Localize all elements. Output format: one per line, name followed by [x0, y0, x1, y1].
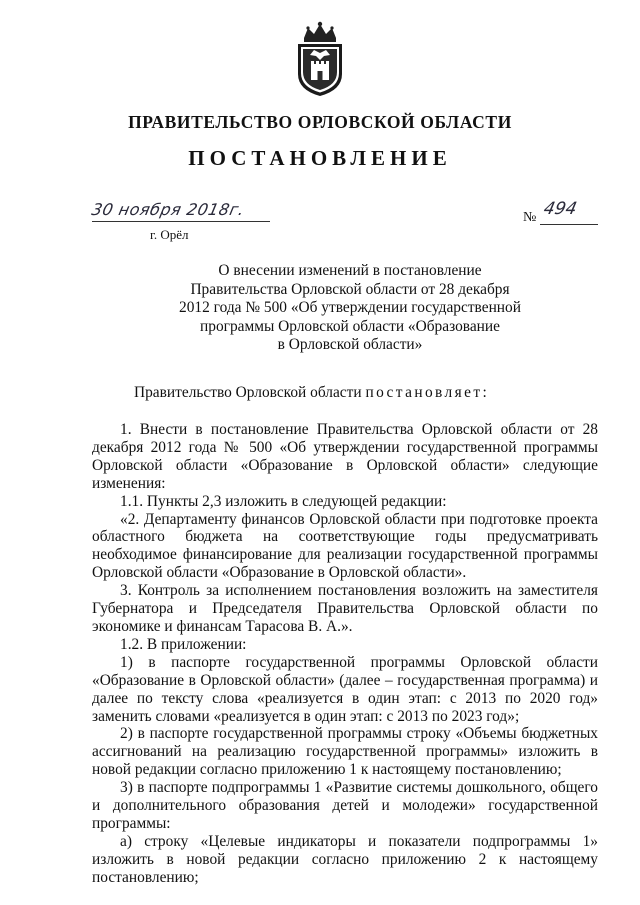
city-label: г. Орёл: [150, 227, 189, 242]
body-paragraph: 3) в паспорте подпрограммы 1 «Развитие системы дошкольного, общего и дополнительного образования детей и молодежи» государственной программы:: [92, 779, 598, 832]
body-paragraph: а) строку «Целевые индикаторы и показатели подпрограммы 1» изложить в новой редакции согласно приложению 2 к настоящему постановлению;: [92, 832, 598, 886]
date-underline: [92, 221, 270, 222]
subject-line: Правительства Орловской области от 28 декабря: [190, 280, 510, 298]
body-paragraph: 1.1. Пункты 2,3 изложить в следующей редакции:: [120, 492, 447, 510]
subject-line: О внесении изменений в постановление: [218, 262, 482, 279]
body-paragraph: 1. Внести в постановление Правительства Орловской области от 28 декабря 2012 года № 500 «Об утверждении государственной программы Орловской области «Образование в Орловской области» следующие изменения:: [92, 421, 598, 492]
preamble-prefix: Правительство Орловской области: [134, 384, 366, 401]
document-type-title: ПОСТАНОВЛЕНИЕ: [188, 146, 452, 170]
handwritten-date: 30 ноября 2018г.: [89, 200, 247, 219]
body-paragraph: 1.2. В приложении:: [120, 635, 247, 653]
subject-line: программы Орловской области «Образование: [200, 317, 500, 335]
subject-line: 2012 года № 500 «Об утверждении государственной: [179, 299, 521, 317]
body-paragraph: 1) в паспорте государственной программы Орловской области «Образование в Орловской области» (далее – государственная программа) и далее по тексту слова «реализуется в один этап: с 2013 по 2020 год» заменить словами «реализуется в один этап: с 2013 по 2023 год»;: [92, 653, 598, 725]
preamble-suffix: :: [482, 384, 487, 401]
document-subject: [150, 262, 550, 355]
document-body: [92, 421, 598, 887]
subject-line: в Орловской области»: [277, 336, 423, 354]
body-paragraph: «2. Департаменту финансов Орловской области при подготовке проекта областного бюджета на соответствующие годы предусматривать необходимое финансирование для реализации государственной программы Орловской области «Образование в Орловской области».: [92, 510, 598, 582]
number-label: №: [523, 210, 537, 225]
body-paragraph: 3. Контроль за исполнением постановления возложить на заместителя Губернатора и Председателя Правительства Орловской области по экономике и финансам Тарасова В. А.».: [92, 582, 598, 635]
preamble: [134, 384, 487, 402]
preamble-keyword: постановляет: [365, 384, 483, 401]
number-underline: [540, 224, 598, 225]
body-paragraph: 2) в паспорте государственной программы строку «Объемы бюджетных ассигнований на реализацию государственной программы» изложить в новой редакции согласно приложению 1 к настоящему постановлению;: [92, 725, 598, 779]
handwritten-number: 494: [541, 199, 579, 219]
orel-oblast-coat-of-arms-icon: [290, 20, 350, 98]
organization-title: ПРАВИТЕЛЬСТВО ОРЛОВСКОЙ ОБЛАСТИ: [128, 112, 512, 132]
